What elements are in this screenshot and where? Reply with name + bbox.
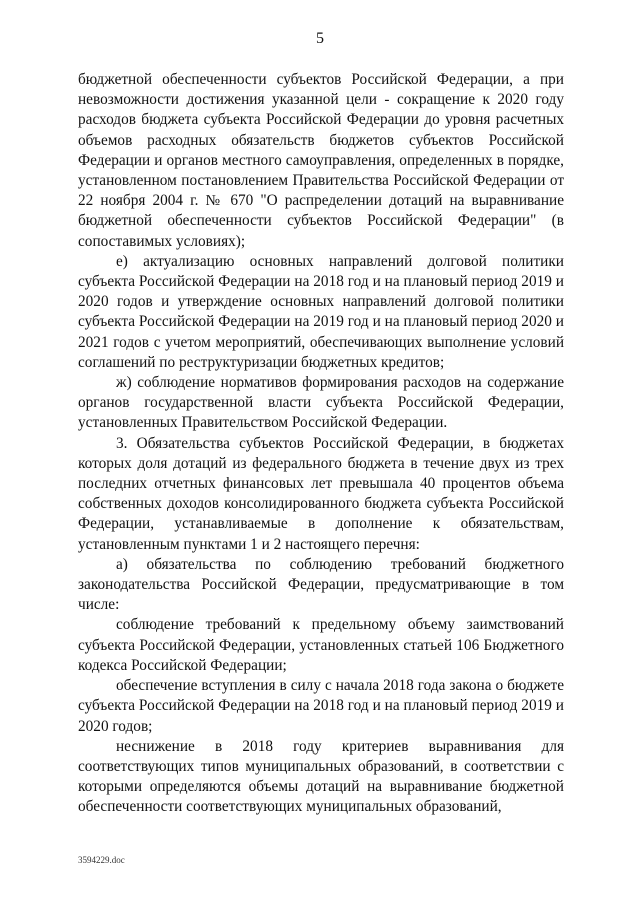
- document-body: [78, 70, 564, 818]
- paragraph-item-zh: ж) соблюдение нормативов формирования расходов на содержание органов государственной власти субъекта Российской Федерации, установленных Правительством Российской Федерации.: [78, 374, 564, 432]
- paragraph-item-a: а) обязательства по соблюдению требований бюджетного законодательства Российской Федерации, предусматривающие в том числе:: [78, 555, 564, 614]
- paragraph-continuation: бюджетной обеспеченности субъектов Российской Федерации, а при невозможности достижения указанной цели - сокращение к 2020 году расходов бюджета субъекта Российской Федерации до уровня расчетных объемов расходных обязательств бюджетов субъектов Российской Федерации и органов местного самоуправления, определенных в порядке, установленном постановлением Правительства Российской Федерации от 22 ноября 2004 г. № 670 "О распределении дотаций на выравнивание бюджетной обеспеченности субъектов Российской Федерации" (в сопоставимых условиях);: [78, 71, 564, 250]
- paragraph-borrowing-limit: соблюдение требований к предельному объему заимствований субъекта Российской Федерации, установленных статьей 106 Бюджетного кодекса Российской Федерации;: [78, 616, 564, 674]
- paragraph-section-3: 3. Обязательства субъектов Российской Федерации, в бюджетах которых доля дотаций из федерального бюджета в течение двух из трех последних отчетных финансовых лет превышала 40 процентов объема собственных доходов консолидированного бюджета субъекта Российской Федерации, устанавливаемые в дополнение к обязательствам, установленным пунктами 1 и 2 настоящего перечня:: [78, 434, 564, 553]
- paragraph-item-e: е) актуализацию основных направлений долговой политики субъекта Российской Федерации на 2018 год и на плановый период 2019 и 2020 годов и утверждение основных направлений долговой политики субъекта Российской Федерации на 2019 год и на плановый период 2020 и 2021 годов с учетом мероприятий, обеспечивающих выполнение условий соглашений по реструктуризации бюджетных кредитов;: [78, 252, 564, 371]
- document-filename: 3594229.doc: [78, 855, 125, 865]
- paragraph-equalization-criteria: неснижение в 2018 году критериев выравнивания для соответствующих типов муниципальных образований, в соответствии с которыми определяются объемы дотаций на выравнивание бюджетной обеспеченности соответствующих муниципальных образований,: [78, 737, 564, 816]
- page-number: 5: [316, 30, 324, 47]
- paragraph-budget-law: обеспечение вступления в силу с начала 2018 года закона о бюджете субъекта Российской Федерации на 2018 год и на плановый период 2019 и 2020 годов;: [78, 677, 564, 735]
